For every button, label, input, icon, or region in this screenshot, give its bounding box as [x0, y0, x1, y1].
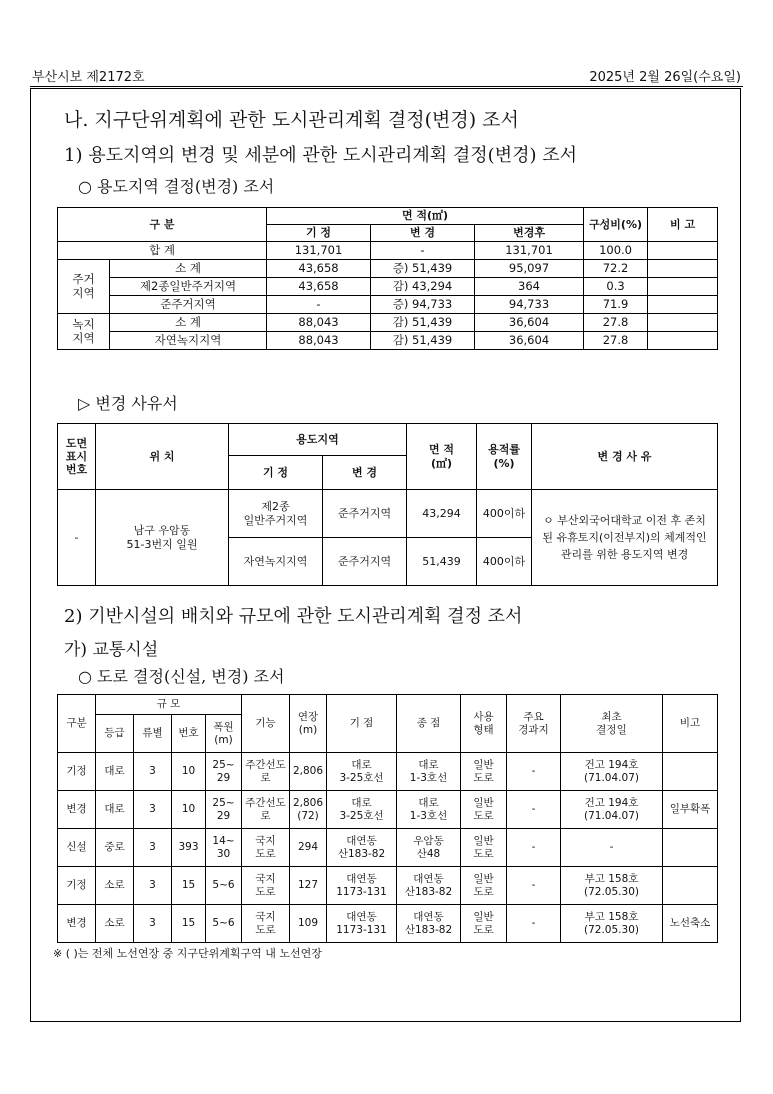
road-cell-gubun: 변경: [58, 905, 96, 943]
zone-decision-table: [57, 207, 718, 350]
subsection-title-1: 1) 용도지역의 변경 및 세분에 관한 도시관리계획 결정(변경) 조서: [64, 145, 577, 166]
road-cell-func: 국지 도로: [242, 905, 290, 943]
road-cell-start: 대로 3-25호선: [327, 753, 397, 791]
table-row: - 남구 우암동 51-3번지 일원 제2종 일반주거지역 준주거지역 43,294 400이하 ㅇ 부산외국어대학교 이전 후 존치된 유휴토지(이전부지)의 체계적인 관리를 위한 용도지역 변경: [58, 490, 718, 538]
road-cell-width: 5~6: [206, 905, 242, 943]
road-cell-len: 127: [290, 867, 327, 905]
road-cell-note: 일부확폭: [663, 791, 718, 829]
table-row: 자연녹지지역 준주거지역 51,439 400이하: [58, 538, 718, 586]
col-gubun: 구분: [58, 695, 96, 753]
table-row: [58, 867, 718, 905]
road-cell-class: 3: [134, 905, 172, 943]
road-cell-end: 우암동 산48: [397, 829, 461, 867]
col-scale: 규 모: [96, 695, 242, 715]
road-cell-func: 주간선도 로: [242, 791, 290, 829]
road-cell-grade: 대로: [96, 791, 134, 829]
table-row: [58, 753, 718, 791]
road-cell-end: 대연동 산183-82: [397, 867, 461, 905]
change-reason: ㅇ 부산외국어대학교 이전 후 존치된 유휴토지(이전부지)의 체계적인 관리를 위한 용도지역 변경: [532, 490, 718, 586]
col-location: 위 치: [96, 424, 229, 490]
zone-decision-heading: ○ 용도지역 결정(변경) 조서: [78, 177, 275, 196]
road-cell-gubun: 변경: [58, 791, 96, 829]
road-cell-num: 10: [172, 753, 206, 791]
road-cell-class: 3: [134, 867, 172, 905]
road-cell-use: 일반 도로: [461, 791, 507, 829]
road-cell-first: 건고 194호 (71.04.07): [561, 753, 663, 791]
road-cell-grade: 소로: [96, 905, 134, 943]
col-end: 종 점: [397, 695, 461, 753]
table-row: 자연녹지지역 88,043 감) 51,439 36,604 27.8: [58, 332, 718, 350]
road-cell-gubun: 기정: [58, 753, 96, 791]
col-after: 변경후: [475, 225, 584, 242]
road-cell-note: 노선축소: [663, 905, 718, 943]
col-note: 비 고: [648, 208, 718, 242]
road-cell-use: 일반 도로: [461, 753, 507, 791]
col-zone: 용도지역: [229, 424, 407, 456]
col-area: 면 적(㎡): [267, 208, 584, 225]
road-decision-body: [57, 752, 718, 943]
col-area: 면 적 (㎡): [407, 424, 477, 490]
road-cell-via: -: [507, 905, 561, 943]
col-before: 기 정: [267, 225, 371, 242]
road-cell-via: -: [507, 753, 561, 791]
col-class: 류별: [134, 715, 172, 753]
road-cell-len: 294: [290, 829, 327, 867]
road-decision-table: [57, 694, 718, 753]
col-first-decision: 최초 결정일: [561, 695, 663, 753]
road-decision-heading: ○ 도로 결정(신설, 변경) 조서: [78, 667, 285, 686]
col-reason: 변 경 사 유: [532, 424, 718, 490]
road-cell-note: [663, 867, 718, 905]
table-row: [58, 829, 718, 867]
road-cell-num: 10: [172, 791, 206, 829]
road-cell-end: 대로 1-3호선: [397, 791, 461, 829]
transport-heading: 가) 교통시설: [64, 640, 159, 660]
road-cell-via: -: [507, 867, 561, 905]
green-group: 녹지 지역: [58, 314, 110, 350]
road-cell-via: -: [507, 829, 561, 867]
table-row: [58, 791, 718, 829]
col-length: 연장 (m): [290, 695, 327, 753]
road-cell-num: 15: [172, 867, 206, 905]
col-width: 폭원 (m): [206, 715, 242, 753]
col-note: 비고: [663, 695, 718, 753]
map-no: -: [58, 490, 96, 586]
road-cell-num: 393: [172, 829, 206, 867]
col-before: 기 정: [229, 456, 323, 490]
road-cell-width: 25~ 29: [206, 791, 242, 829]
col-use: 사용 형태: [461, 695, 507, 753]
road-cell-gubun: 신설: [58, 829, 96, 867]
road-cell-gubun: 기정: [58, 867, 96, 905]
table-row: 합 계 131,701 - 131,701 100.0: [58, 242, 718, 260]
col-change: 변 경: [371, 225, 475, 242]
road-cell-use: 일반 도로: [461, 829, 507, 867]
col-function: 기능: [242, 695, 290, 753]
road-cell-note: [663, 753, 718, 791]
col-far: 용적률 (%): [477, 424, 532, 490]
col-via: 주요 경과지: [507, 695, 561, 753]
road-cell-use: 일반 도로: [461, 867, 507, 905]
road-cell-via: -: [507, 791, 561, 829]
change-reason-table: [57, 423, 718, 586]
road-cell-len: 2,806 (72): [290, 791, 327, 829]
road-cell-width: 5~6: [206, 867, 242, 905]
road-cell-func: 국지 도로: [242, 829, 290, 867]
table-row: 주거 지역 소 계 43,658 증) 51,439 95,097 72.2: [58, 260, 718, 278]
road-cell-width: 14~ 30: [206, 829, 242, 867]
col-gubun: 구 분: [58, 208, 267, 242]
road-cell-start: 대로 3-25호선: [327, 791, 397, 829]
road-cell-first: 부고 158호 (72.05.30): [561, 905, 663, 943]
table-row: [58, 905, 718, 943]
col-map-no: 도면 표시 번호: [58, 424, 96, 490]
table-row: 녹지 지역 소 계 88,043 감) 51,439 36,604 27.8: [58, 314, 718, 332]
road-cell-start: 대연동 1173-131: [327, 905, 397, 943]
road-cell-end: 대연동 산183-82: [397, 905, 461, 943]
col-number: 번호: [172, 715, 206, 753]
road-cell-func: 국지 도로: [242, 867, 290, 905]
road-cell-first: 건고 194호 (71.04.07): [561, 791, 663, 829]
road-cell-len: 109: [290, 905, 327, 943]
road-cell-end: 대로 1-3호선: [397, 753, 461, 791]
document-frame: [30, 88, 741, 1022]
col-start: 기 점: [327, 695, 397, 753]
change-reason-heading: ▷ 변경 사유서: [78, 394, 178, 413]
residential-group: 주거 지역: [58, 260, 110, 314]
gazette-issue: 부산시보 제2172호: [32, 70, 145, 85]
footnote: ※ ( )는 전체 노선연장 중 지구단위계획구역 내 노선연장: [53, 947, 322, 960]
road-cell-grade: 대로: [96, 753, 134, 791]
col-change: 변 경: [323, 456, 407, 490]
road-cell-use: 일반 도로: [461, 905, 507, 943]
page-header: [30, 64, 743, 87]
road-cell-first: -: [561, 829, 663, 867]
road-cell-class: 3: [134, 829, 172, 867]
road-cell-num: 15: [172, 905, 206, 943]
road-cell-len: 2,806: [290, 753, 327, 791]
road-cell-grade: 소로: [96, 867, 134, 905]
road-cell-first: 부고 158호 (72.05.30): [561, 867, 663, 905]
table-row: 준주거지역 - 증) 94,733 94,733 71.9: [58, 296, 718, 314]
location: 남구 우암동 51-3번지 일원: [96, 490, 229, 586]
subsection-title-2: 2) 기반시설의 배치와 규모에 관한 도시관리계획 결정 조서: [64, 606, 523, 627]
col-ratio: 구성비(%): [584, 208, 648, 242]
road-cell-class: 3: [134, 753, 172, 791]
road-cell-grade: 중로: [96, 829, 134, 867]
table-row: 제2종일반주거지역 43,658 감) 43,294 364 0.3: [58, 278, 718, 296]
road-cell-func: 주간선도 로: [242, 753, 290, 791]
section-title: 나. 지구단위계획에 관한 도시관리계획 결정(변경) 조서: [64, 109, 519, 131]
road-cell-start: 대연동 1173-131: [327, 867, 397, 905]
publish-date: 2025년 2월 26일(수요일): [589, 70, 741, 85]
road-cell-start: 대연동 산183-82: [327, 829, 397, 867]
road-cell-note: [663, 829, 718, 867]
road-cell-class: 3: [134, 791, 172, 829]
road-cell-width: 25~ 29: [206, 753, 242, 791]
col-grade: 등급: [96, 715, 134, 753]
